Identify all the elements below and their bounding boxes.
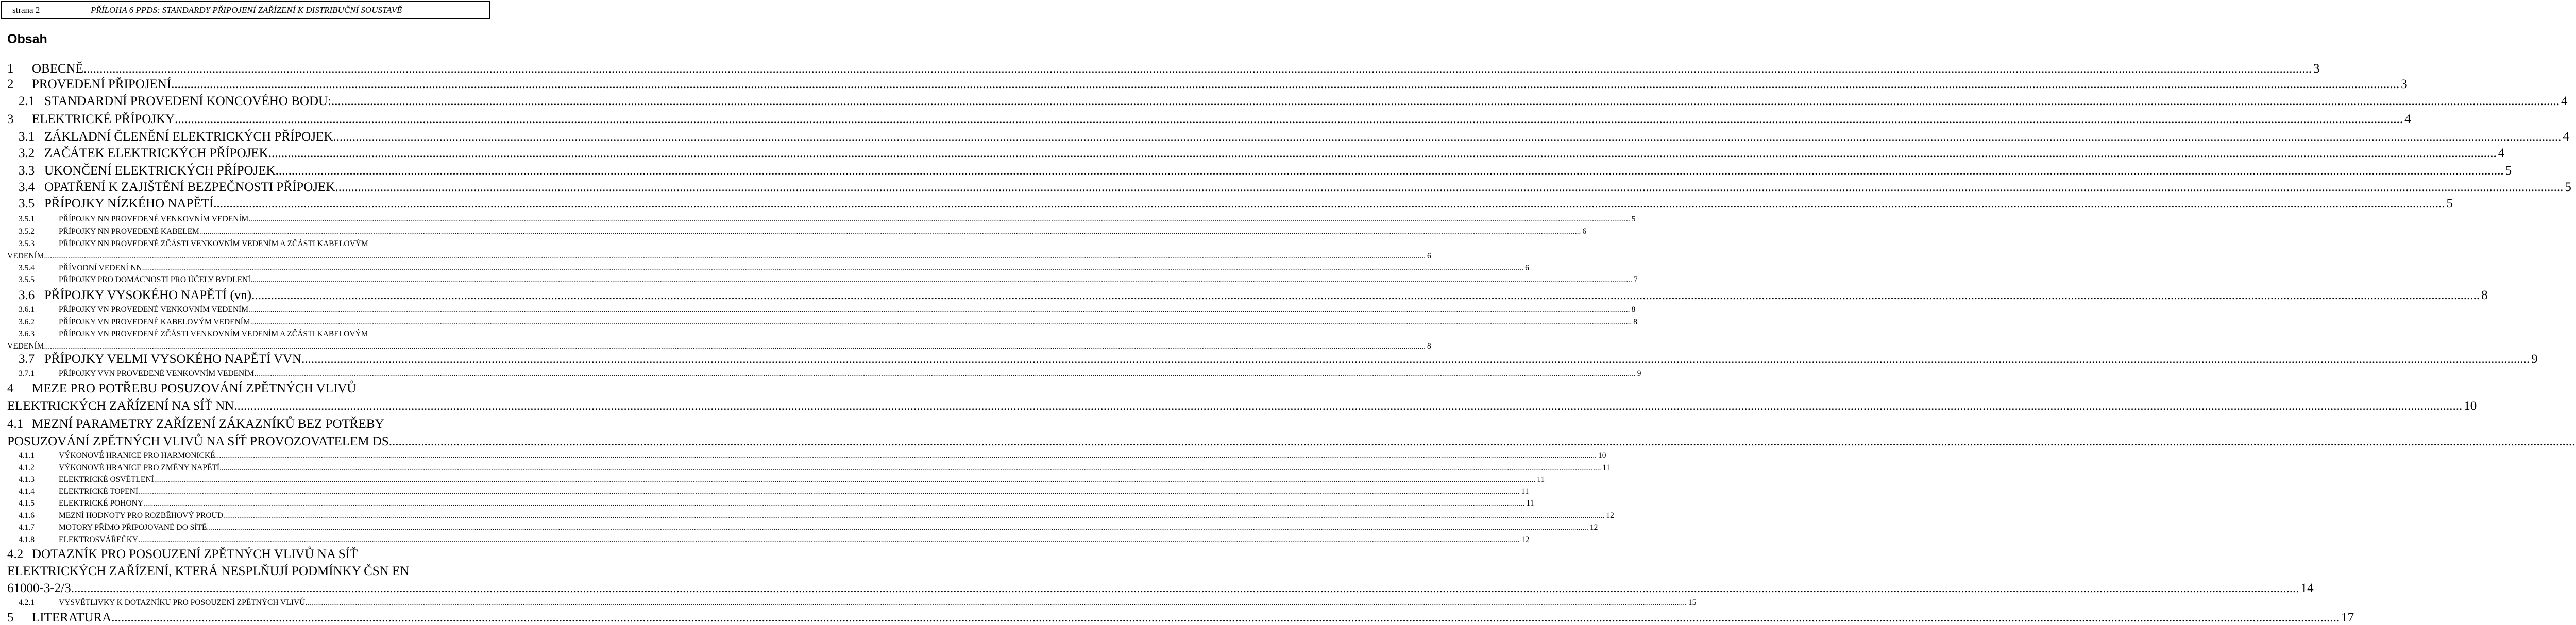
toc-entry-title: ZAČÁTEK ELEKTRICKÝCH PŘÍPOJEK [44,146,268,160]
toc-entry-page: 8 [1633,318,1637,326]
toc-entry-title: PŘÍPOJKY NN PROVEDENÉ ZČÁSTI VENKOVNÍM VEDENÍM A ZČÁSTI KABELOVÝM [59,239,368,248]
toc-entry-title: MEZNÍ HODNOTY PRO ROZBĚHOVÝ PROUD [59,511,223,520]
toc-entry-page: 17 [2341,611,2354,624]
toc-dot-leader [138,487,1520,496]
toc-entry-title: STANDARDNÍ PROVEDENÍ KONCOVÉHO BODU: [44,94,332,108]
toc-dot-leader [234,399,2462,413]
toc-entry-number: 3.3 [19,164,35,178]
toc-entry-title: LITERATURA [32,611,112,624]
toc-entry-title: PŘÍPOJKY VN PROVEDENÉ KABELOVÝM VEDENÍM [59,318,250,326]
toc-entry-title: UKONČENÍ ELEKTRICKÝCH PŘÍPOJEK [44,164,276,178]
page-header [1,1,490,19]
toc-entry[interactable] [7,130,2569,144]
toc-dot-leader [44,252,1426,261]
toc-entry-number: 4.2 [7,547,24,561]
toc-entry-title: PŘÍPOJKY NÍZKÉHO NAPĚTÍ. [44,197,217,211]
toc-dot-leader [254,369,1636,378]
toc-entry-page: 15 [1688,598,1697,607]
toc-entry-number: 4.1.2 [19,463,35,472]
toc-entry[interactable] [7,451,1606,460]
toc-entry[interactable] [7,417,486,431]
toc-entry-number: 4.2.1 [19,598,35,607]
toc-entry-page: 3 [2313,62,2320,76]
toc-entry-title: PŘÍPOJKY VVN PROVEDENÉ VENKOVNÍM VEDENÍM [59,369,255,378]
toc-dot-leader [250,275,1632,285]
toc-dot-leader [335,180,2563,195]
toc-entry[interactable] [7,329,486,339]
toc-entry-number: 3.5.3 [19,239,35,248]
toc-dot-leader [71,581,2299,596]
toc-dot-leader [143,499,1525,508]
toc-entry-title: PŘÍPOJKY NN PROVEDENÉ KABELEM [59,227,199,236]
toc-entry[interactable] [7,197,2453,211]
toc-entry-page: 12 [1589,523,1598,532]
toc-entry-title-continued: VEDENÍM [7,252,44,261]
toc-dot-leader [251,288,2480,303]
toc-entry-page: 11 [1521,487,1529,496]
toc-entry-number: 3.5.4 [19,264,35,272]
toc-entry[interactable] [7,180,2571,195]
toc-entry-page: 11 [1602,463,1611,472]
toc-dot-leader [142,264,1524,273]
toc-entry-page: 6 [1582,227,1587,236]
toc-dot-leader [207,523,1588,532]
toc-entry-page: 6 [1525,264,1529,272]
toc-entry-number: 3.6.3 [19,329,35,338]
toc-entry-number: 3.2 [19,146,35,160]
toc-entry-page: 12 [1521,535,1530,544]
toc-entry-page: 12 [1606,511,1614,520]
toc-dot-leader [250,318,1632,327]
toc-entry-number: 4.1.6 [19,511,35,520]
toc-entry[interactable] [7,611,2354,625]
toc-entry[interactable] [7,535,1530,545]
contents-heading: Obsah [7,32,47,46]
toc-entry[interactable] [7,463,1611,473]
toc-dot-leader [301,352,2530,367]
toc-entry-number: 3.1 [19,130,35,144]
toc-entry-number: 4.1.1 [19,451,35,460]
toc-dot-leader [175,112,2403,127]
toc-dot-leader [333,130,2561,144]
toc-entry-title: PŘÍPOJKY NN PROVEDENÉ VENKOVNÍM VEDENÍM [59,215,249,223]
toc-entry[interactable] [7,369,1641,378]
toc-entry-page: 8 [1631,305,1636,314]
toc-entry-number: 2.1 [19,94,35,108]
toc-entry-title: MEZNÍ PARAMETRY ZAŘÍZENÍ ZÁKAZNÍKŮ BEZ POTŘEBY [32,417,384,431]
toc-entry-title: ELEKTRICKÉ PŘÍPOJKY [32,112,175,126]
toc-entry-number: 4.1.7 [19,523,35,532]
toc-entry-page: 4 [2563,130,2569,144]
toc-entry-number: 4.1.4 [19,487,35,496]
toc-entry-number: 3.5.2 [19,227,35,236]
toc-dot-leader [111,611,2340,625]
toc-entry-title: PŘÍPOJKY VYSOKÉHO NAPĚTÍ (vn) [44,288,252,302]
toc-entry-page: 4 [2498,146,2505,160]
toc-entry-number: 4.1.3 [19,475,35,484]
toc-dot-leader [199,227,1581,236]
toc-entry-title: ZÁKLADNÍ ČLENĚNÍ ELEKTRICKÝCH PŘÍPOJEK [44,130,333,144]
toc-entry-continuation[interactable] [7,564,409,579]
toc-entry-number: 5 [7,611,14,624]
toc-entry-number: 3.4 [19,180,35,194]
toc-entry[interactable] [7,305,1636,315]
toc-entry[interactable] [7,288,2488,303]
toc-entry-page: 14 [2300,581,2314,595]
toc-entry-continuation[interactable] [7,399,2477,413]
toc-entry-page: 7 [1633,275,1638,284]
toc-entry-title: OBECNĚ [32,62,83,76]
toc-dot-leader [83,62,2312,76]
toc-entry-page: 4 [2404,112,2411,126]
toc-entry-title: ELEKTRICKÉ OSVĚTLENÍ [59,475,154,484]
toc-entry[interactable] [7,352,2538,367]
toc-entry-title: VÝKONOVÉ HRANICE PRO ZMĚNY NAPĚTÍ [59,463,219,472]
toc-entry-title: PŘÍPOJKY VN PROVEDENÉ VENKOVNÍM VEDENÍM [59,305,248,314]
toc-dot-leader [171,77,2399,92]
toc-entry-page: 8 [2481,288,2488,302]
toc-entry-title-continued: ELEKTRICKÝCH ZAŘÍZENÍ, KTERÁ NESPLŇUJÍ PODMÍNKY ČSN EN [7,564,410,578]
toc-entry-title: ELEKTRICKÉ POHONY [59,499,144,508]
toc-dot-leader [248,305,1630,315]
toc-entry-page: 10 [1598,451,1606,460]
toc-entry-page: 9 [2531,352,2538,366]
toc-entry[interactable] [7,487,1529,496]
toc-dot-leader [138,535,1520,545]
toc-dot-leader [44,342,1426,351]
toc-entry[interactable] [7,318,1637,327]
toc-entry-page: 10 [2464,399,2477,413]
toc-dot-leader [268,146,2497,161]
toc-entry-title: DOTAZNÍK PRO POSOUZENÍ ZPĚTNÝCH VLIVŮ NA SÍŤ [32,547,358,561]
toc-entry-page: 5 [2565,180,2571,194]
toc-entry-number: 4 [7,381,14,395]
toc-entry-number: 3.7 [19,352,35,366]
toc-entry-number: 3.6 [19,288,35,302]
toc-entry[interactable] [7,511,1614,520]
toc-entry[interactable] [7,598,1697,607]
page-number: strana 2 [12,5,40,15]
toc-entry-title: MOTORY PŘÍMO PŘIPOJOVANÉ DO SÍTĚ [59,523,207,532]
toc-entry-page: 11 [1537,475,1545,484]
toc-entry-number: 3.5 [19,197,35,211]
toc-entry-title: ELEKTROSVÁŘEČKY [59,535,139,544]
toc-entry[interactable] [7,146,2505,161]
toc-entry-continuation[interactable] [7,342,1431,351]
toc-entry-title: ELEKTRICKÉ TOPENÍ [59,487,138,496]
toc-entry-title: PROVEDENÍ PŘIPOJENÍ [32,77,172,91]
toc-entry-page: 5 [1631,215,1636,223]
toc-entry[interactable] [7,523,1598,532]
toc-entry[interactable] [7,227,1587,236]
toc-entry[interactable] [7,239,486,249]
toc-entry-title-continued: ELEKTRICKÝCH ZAŘÍZENÍ NA SÍŤ NN [7,399,234,413]
toc-entry[interactable] [7,499,1534,508]
toc-entry-page: 4 [2561,94,2568,108]
toc-entry-title-continued: VEDENÍM [7,342,44,351]
toc-entry-page: 8 [1427,342,1431,351]
toc-entry-title: MEZE PRO POTŘEBU POSUZOVÁNÍ ZPĚTNÝCH VLIVŮ [32,381,357,395]
toc-entry[interactable] [7,94,2568,109]
toc-entry-continuation[interactable] [7,581,2314,596]
toc-entry-page: 11 [1526,499,1534,508]
toc-entry-title: VYSVĚTLIVKY K DOTAZNÍKU PRO POSOUZENÍ ZPĚTNÝCH VLIVŮ [59,598,306,607]
toc-entry-page: 6 [1427,252,1431,261]
toc-entry-number: 3.5.5 [19,275,35,284]
toc-entry-continuation[interactable] [7,435,486,449]
toc-entry-page: 9 [1637,369,1641,378]
toc-entry-number: 2 [7,77,14,91]
toc-entry-title: OPATŘENÍ K ZAJIŠTĚNÍ BEZPEČNOSTI PŘÍPOJEK [44,180,335,194]
toc-dot-leader [305,598,1687,607]
toc-dot-leader [154,475,1536,484]
toc-entry[interactable] [7,112,2411,127]
toc-entry-number: 3.6.2 [19,318,35,326]
toc-entry-continuation[interactable] [7,252,1431,261]
toc-entry-title-continued: 61000-3-2/3 [7,581,71,595]
toc-entry[interactable] [7,475,1545,484]
toc-dot-leader [215,451,1597,460]
toc-entry-title: VÝKONOVÉ HRANICE PRO HARMONICKÉ [59,451,215,460]
toc-entry-page: 3 [2401,77,2408,91]
toc-entry-number: 4.1.8 [19,535,35,544]
toc-entry[interactable] [7,275,1638,285]
toc-dot-leader [219,463,1601,473]
toc-entry-number: 3.6.1 [19,305,35,314]
toc-dot-leader [248,215,1630,224]
toc-entry[interactable] [7,164,2512,178]
toc-entry-page: 5 [2505,164,2512,178]
toc-entry-number: 3 [7,112,14,126]
toc-entry[interactable] [7,381,486,396]
toc-dot-leader [217,197,2445,211]
toc-entry-title-continued: POSUZOVÁNÍ ZPĚTNÝCH VLIVŮ NA SÍŤ PROVOZOVATELEM DS. [7,435,393,448]
toc-entry-number: 3.7.1 [19,369,35,378]
header-title: PŘÍLOHA 6 PPDS: STANDARDY PŘIPOJENÍ ZAŘÍZENÍ K DISTRIBUČNÍ SOUSTAVĚ [91,5,402,15]
toc-entry[interactable] [7,264,1529,273]
toc-entry-title: PŘÍVODNÍ VEDENÍ NN [59,264,142,272]
toc-dot-leader [331,94,2560,109]
toc-entry[interactable] [7,77,2408,92]
toc-dot-leader [276,164,2504,178]
toc-entry[interactable] [7,215,1636,224]
toc-entry-title: PŘÍPOJKY VELMI VYSOKÉHO NAPĚTÍ VVN [44,352,302,366]
toc-entry-page: 5 [2446,197,2453,211]
toc-entry-number: 1 [7,62,14,76]
toc-entry-number: 4.1.5 [19,499,35,508]
toc-dot-leader [223,511,1605,520]
toc-entry-title: PŘÍPOJKY PRO DOMÁCNOSTI PRO ÚČELY BYDLENÍ [59,275,251,284]
toc-entry-number: 4.1 [7,417,24,431]
toc-dot-leader [392,435,2576,449]
toc-entry[interactable] [7,547,486,562]
toc-entry-number: 3.5.1 [19,215,35,223]
toc-entry-title: PŘÍPOJKY VN PROVEDENÉ ZČÁSTI VENKOVNÍM VEDENÍM A ZČÁSTI KABELOVÝM [59,329,368,338]
toc-entry[interactable] [7,62,2320,76]
